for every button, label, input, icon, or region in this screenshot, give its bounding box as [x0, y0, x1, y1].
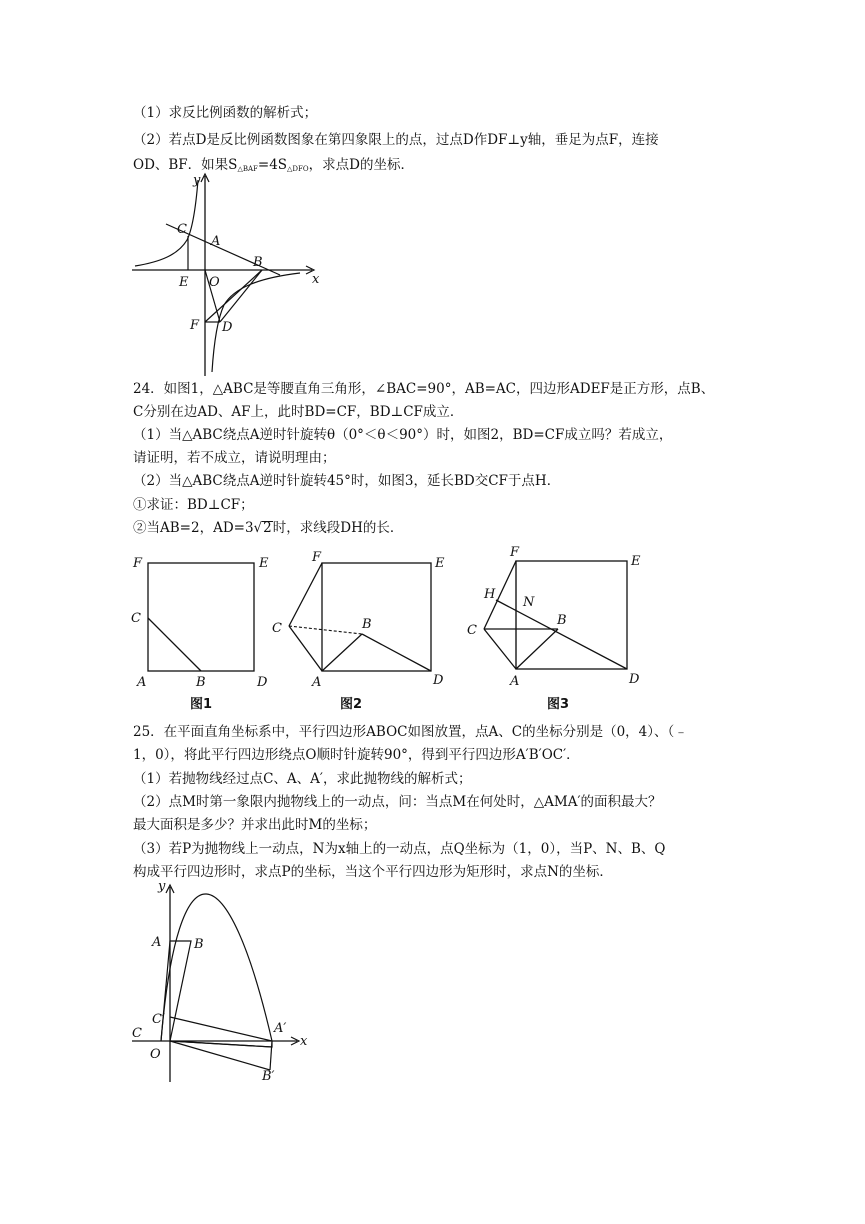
q24-line1: 24．如图1，△ABC是等腰直角三角形，∠BAC=90°，AB=AC，四边形ADEF是正方形，点B、	[133, 381, 715, 397]
q25-line7: 构成平行四边形时，求点P的坐标，当这个平行四边形为矩形时，求点N的坐标．	[133, 864, 613, 880]
q23-part1: （1）求反比例函数的解析式；	[133, 105, 318, 121]
fig3-caption: 图3	[547, 697, 570, 712]
fig1-label-A: A	[137, 675, 147, 690]
q25-label-A: A	[152, 935, 162, 950]
fig1-label-E: E	[259, 556, 269, 571]
q25-line5: 最大面积是多少？并求出此时M的坐标；	[133, 817, 377, 833]
q23-label-O: O	[209, 275, 220, 290]
fig2-label-B: B	[362, 617, 372, 632]
q23-part2-line2: OD、BF．如果$S_{\triangle BAF}=4S_{\triangle DFO}$，求点D的坐标．	[133, 157, 414, 173]
q25-line2: 1，0），将此平行四边形绕点O顺时针旋转90°，得到平行四边形A′B′OC′．	[133, 747, 580, 763]
fig3-label-F: F	[510, 545, 520, 560]
fig3-label-D: D	[629, 672, 640, 687]
q23-label-E: E	[179, 275, 189, 290]
fig3-label-N: N	[523, 595, 535, 610]
fig2-label-C: C	[272, 621, 282, 636]
fig1-label-B: B	[196, 675, 206, 690]
q23-label-y: y	[193, 173, 201, 188]
q24-line5: （2）当△ABC绕点A逆时针旋转45°时，如图3，延长BD交CF于点H．	[133, 473, 561, 489]
q25-label-y: y	[158, 879, 166, 894]
fig3-label-A: A	[510, 674, 520, 689]
fig1-label-D: D	[257, 675, 268, 690]
q24-line7: ②当AB=2，AD=3√2时，求线段DH的长．	[133, 520, 404, 536]
fig1-caption: 图1	[190, 697, 213, 712]
fig3-label-E: E	[631, 554, 641, 569]
q25-line1: 25．在平面直角坐标系中，平行四边形ABOC如图放置，点A、C的坐标分别是（0，4）、（﹣	[133, 724, 688, 740]
fig2-label-E: E	[435, 556, 445, 571]
fig1-label-C: C	[131, 611, 141, 626]
q25-line6: （3）若P为抛物线上一动点，N为x轴上的一动点，点Q坐标为（1，0），当P、N、B、Q	[133, 841, 666, 857]
fig3-label-B: B	[557, 613, 567, 628]
q23-label-D: D	[222, 320, 233, 335]
fig1-label-F: F	[133, 556, 143, 571]
fig2-label-D: D	[433, 673, 444, 688]
q25-label-C-prime: C′	[152, 1012, 165, 1027]
q24-line6: ①求证：BD⊥CF；	[133, 497, 254, 513]
q25-line4: （2）点M时第一象限内抛物线上的一动点，问：当点M在何处时，△AMA′的面积最大？	[133, 794, 662, 810]
q24-line2: C分别在边AD、AF上，此时BD=CF，BD⊥CF成立．	[133, 404, 464, 420]
fig3-label-H: H	[484, 587, 496, 602]
fig3-label-C: C	[467, 623, 477, 638]
q23-label-C: C	[177, 222, 187, 237]
q25-label-x: x	[300, 1034, 308, 1049]
q24-line3: （1）当△ABC绕点A逆时针旋转θ（0°＜θ＜90°）时，如图2，BD=CF成立吗？若成立，	[133, 427, 673, 443]
q25-line3: （1）若抛物线经过点C、A、A′，求此抛物线的解析式；	[133, 771, 472, 787]
q25-label-C: C	[132, 1026, 142, 1041]
q24-figures	[125, 540, 655, 715]
q23-figure	[125, 168, 335, 378]
fig2-label-F: F	[312, 550, 322, 565]
fig2-label-A: A	[312, 675, 322, 690]
q23-label-x: x	[312, 272, 320, 287]
q23-label-F: F	[190, 318, 200, 333]
q25-label-B: B	[194, 937, 204, 952]
q23-part2-line1: （2）若点D是反比例函数图象在第四象限上的点，过点D作DF⊥y轴，垂足为点F，连接	[133, 132, 659, 148]
q24-line4: 请证明，若不成立，请说明理由；	[133, 450, 336, 466]
q25-label-B-prime: B′	[262, 1069, 275, 1084]
q25-label-A-prime: A′	[274, 1021, 287, 1036]
q23-label-B: B	[253, 255, 263, 270]
q25-label-O: O	[150, 1047, 161, 1062]
q23-label-A: A	[211, 234, 221, 249]
q25-figure	[125, 875, 315, 1085]
fig2-caption: 图2	[340, 697, 363, 712]
